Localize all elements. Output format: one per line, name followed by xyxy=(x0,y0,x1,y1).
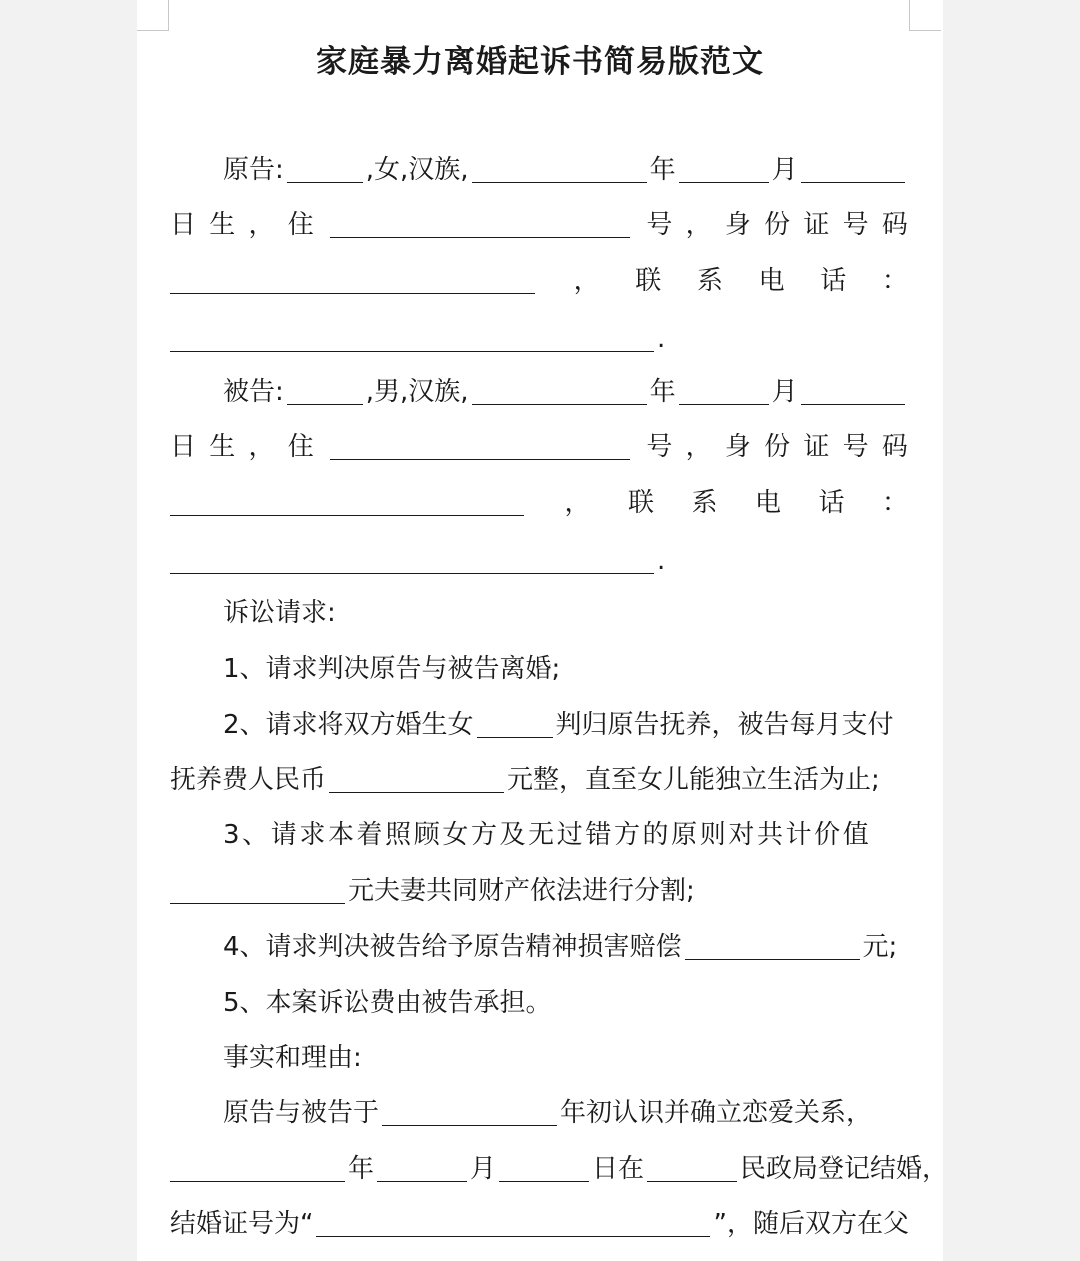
defendant-contact-3: 系 xyxy=(691,488,718,518)
facts-cert-no-blank[interactable] xyxy=(316,1211,710,1237)
claim-2-line-1 xyxy=(170,705,908,745)
plaintiff-day-blank[interactable] xyxy=(801,157,905,183)
defendant-phone-blank[interactable] xyxy=(170,548,654,574)
facts-bureau-blank[interactable] xyxy=(647,1156,737,1182)
facts-cert-end: ”，随后双方在父 xyxy=(713,1209,909,1239)
facts-part-a: 原告与被告于 xyxy=(223,1098,380,1128)
plaintiff-house-no: 号 xyxy=(646,210,673,240)
claim-1-text: 1、请求判决原告与被告离婚; xyxy=(223,654,561,684)
plaintiff-id-1: ， xyxy=(685,210,712,240)
plaintiff-birth-2: 生 xyxy=(209,210,236,240)
plaintiff-id-4: 证 xyxy=(803,210,830,240)
defendant-month-label: 月 xyxy=(771,377,798,407)
plaintiff-year-label: 年 xyxy=(649,155,676,185)
claim-5 xyxy=(170,983,908,1023)
defendant-line-3 xyxy=(170,483,908,523)
defendant-line-1 xyxy=(170,372,908,412)
claim-2-line-2 xyxy=(170,760,908,800)
defendant-ethnicity: 汉族, xyxy=(408,377,469,407)
defendant-gender: ,男, xyxy=(365,377,409,407)
defendant-contact-2: 联 xyxy=(627,488,654,518)
plaintiff-line-1 xyxy=(170,150,908,190)
facts-day-label: 日在 xyxy=(592,1154,645,1184)
claim-1 xyxy=(170,649,908,689)
defendant-label: 被告: xyxy=(223,377,284,407)
facts-line-2 xyxy=(170,1149,949,1189)
facts-part-end: 民政局登记结婚， xyxy=(740,1154,949,1184)
claim-2-part-c: 抚养费人民币 xyxy=(170,765,327,795)
plaintiff-contact-5: 话 xyxy=(820,266,847,296)
plaintiff-contact-2: 联 xyxy=(635,266,662,296)
defendant-birth-1: 日 xyxy=(170,432,197,462)
left-margin xyxy=(0,0,137,1261)
crop-mark-top-right-v xyxy=(909,0,910,30)
facts-marriage-year-blank[interactable] xyxy=(170,1156,345,1182)
claims-heading-text: 诉讼请求: xyxy=(223,598,336,628)
facts-line-1 xyxy=(170,1093,908,1133)
facts-heading xyxy=(170,1038,908,1078)
claim-3-line-2 xyxy=(170,871,908,911)
defendant-month-blank[interactable] xyxy=(679,379,769,405)
defendant-year-blank[interactable] xyxy=(472,379,647,405)
claim-3-part-b: 元夫妻共同财产依法进行分割; xyxy=(348,876,695,906)
facts-heading-text: 事实和理由: xyxy=(223,1043,362,1073)
plaintiff-birth-4: 住 xyxy=(287,210,314,240)
facts-cert-label: 结婚证号为“ xyxy=(170,1209,314,1239)
defendant-contact-6: ： xyxy=(881,488,908,518)
plaintiff-contact-6: ： xyxy=(881,266,908,296)
plaintiff-contact-3: 系 xyxy=(696,266,723,296)
claim-4-part-b: 元; xyxy=(862,932,898,962)
plaintiff-birth-3: ， xyxy=(248,210,275,240)
plaintiff-id-3: 份 xyxy=(764,210,791,240)
crop-mark-top-right-h xyxy=(909,30,941,31)
plaintiff-id-6: 码 xyxy=(881,210,908,240)
claim-4 xyxy=(170,927,908,967)
defendant-id-4: 证 xyxy=(803,432,830,462)
plaintiff-birth-1: 日 xyxy=(170,210,197,240)
defendant-day-blank[interactable] xyxy=(801,379,905,405)
defendant-contact-1: ， xyxy=(564,488,591,518)
claim-4-amount-blank[interactable] xyxy=(685,934,860,960)
defendant-id-5: 号 xyxy=(842,432,869,462)
facts-marriage-day-blank[interactable] xyxy=(499,1156,589,1182)
defendant-line-2 xyxy=(170,427,908,467)
plaintiff-phone-blank[interactable] xyxy=(170,326,654,352)
plaintiff-line-4 xyxy=(170,319,908,359)
claim-3-part-a: 3、请求本着照顾女方及无过错方的原则对共计价值 xyxy=(223,820,872,850)
plaintiff-id-blank[interactable] xyxy=(170,268,535,294)
plaintiff-label: 原告: xyxy=(223,155,284,185)
facts-line-3 xyxy=(170,1204,908,1244)
defendant-contact-4: 电 xyxy=(754,488,781,518)
claim-5-text: 5、本案诉讼费由被告承担。 xyxy=(223,988,552,1018)
defendant-birth-2: 生 xyxy=(209,432,236,462)
defendant-house-no: 号 xyxy=(646,432,673,462)
facts-month-label: 月 xyxy=(470,1154,497,1184)
defendant-contact-5: 话 xyxy=(818,488,845,518)
plaintiff-address-blank[interactable] xyxy=(330,212,630,238)
claim-3-line-1 xyxy=(170,815,908,855)
facts-part-b: 年初认识并确立恋爱关系， xyxy=(560,1098,873,1128)
crop-mark-top-left-h xyxy=(137,30,169,31)
defendant-birth-3: ， xyxy=(248,432,275,462)
plaintiff-ethnicity: 汉族, xyxy=(408,155,469,185)
defendant-year-label: 年 xyxy=(649,377,676,407)
plaintiff-year-blank[interactable] xyxy=(472,157,647,183)
document-title: 家庭暴力离婚起诉书简易版范文 xyxy=(316,44,764,80)
defendant-line-4 xyxy=(170,541,908,581)
defendant-id-6: 码 xyxy=(881,432,908,462)
plaintiff-month-label: 月 xyxy=(771,155,798,185)
claim-2-part-d: 元整，直至女儿能独立生活为止; xyxy=(507,765,880,795)
facts-marriage-month-blank[interactable] xyxy=(377,1156,467,1182)
facts-year-blank[interactable] xyxy=(382,1100,557,1126)
plaintiff-id-2: 身 xyxy=(724,210,751,240)
claim-2-part-a: 2、请求将双方婚生女 xyxy=(223,710,474,740)
plaintiff-line-2 xyxy=(170,205,908,245)
defendant-id-1: ， xyxy=(685,432,712,462)
claim-2-part-b: 判归原告抚养，被告每月支付 xyxy=(555,710,894,740)
claim-3-amount-blank[interactable] xyxy=(170,878,345,904)
right-margin xyxy=(943,0,1080,1261)
claim-4-part-a: 4、请求判决被告给予原告精神损害赔偿 xyxy=(223,932,682,962)
plaintiff-contact-4: 电 xyxy=(758,266,785,296)
defendant-id-blank[interactable] xyxy=(170,490,524,516)
facts-year-label: 年 xyxy=(348,1154,375,1184)
plaintiff-end: . xyxy=(657,324,666,354)
defendant-id-3: 份 xyxy=(764,432,791,462)
defendant-end: . xyxy=(657,546,666,576)
plaintiff-line-3 xyxy=(170,261,908,301)
plaintiff-gender: ,女, xyxy=(365,155,409,185)
plaintiff-name-blank[interactable] xyxy=(287,157,363,183)
plaintiff-month-blank[interactable] xyxy=(679,157,769,183)
defendant-birth-4: 住 xyxy=(287,432,314,462)
crop-mark-top-left-v xyxy=(168,0,169,30)
plaintiff-id-5: 号 xyxy=(842,210,869,240)
defendant-name-blank[interactable] xyxy=(287,379,363,405)
defendant-address-blank[interactable] xyxy=(330,434,630,460)
defendant-id-2: 身 xyxy=(724,432,751,462)
claim-2-amount-blank[interactable] xyxy=(329,767,504,793)
claims-heading xyxy=(170,593,908,633)
plaintiff-contact-1: ， xyxy=(573,266,600,296)
claim-2-daughter-blank[interactable] xyxy=(477,712,553,738)
